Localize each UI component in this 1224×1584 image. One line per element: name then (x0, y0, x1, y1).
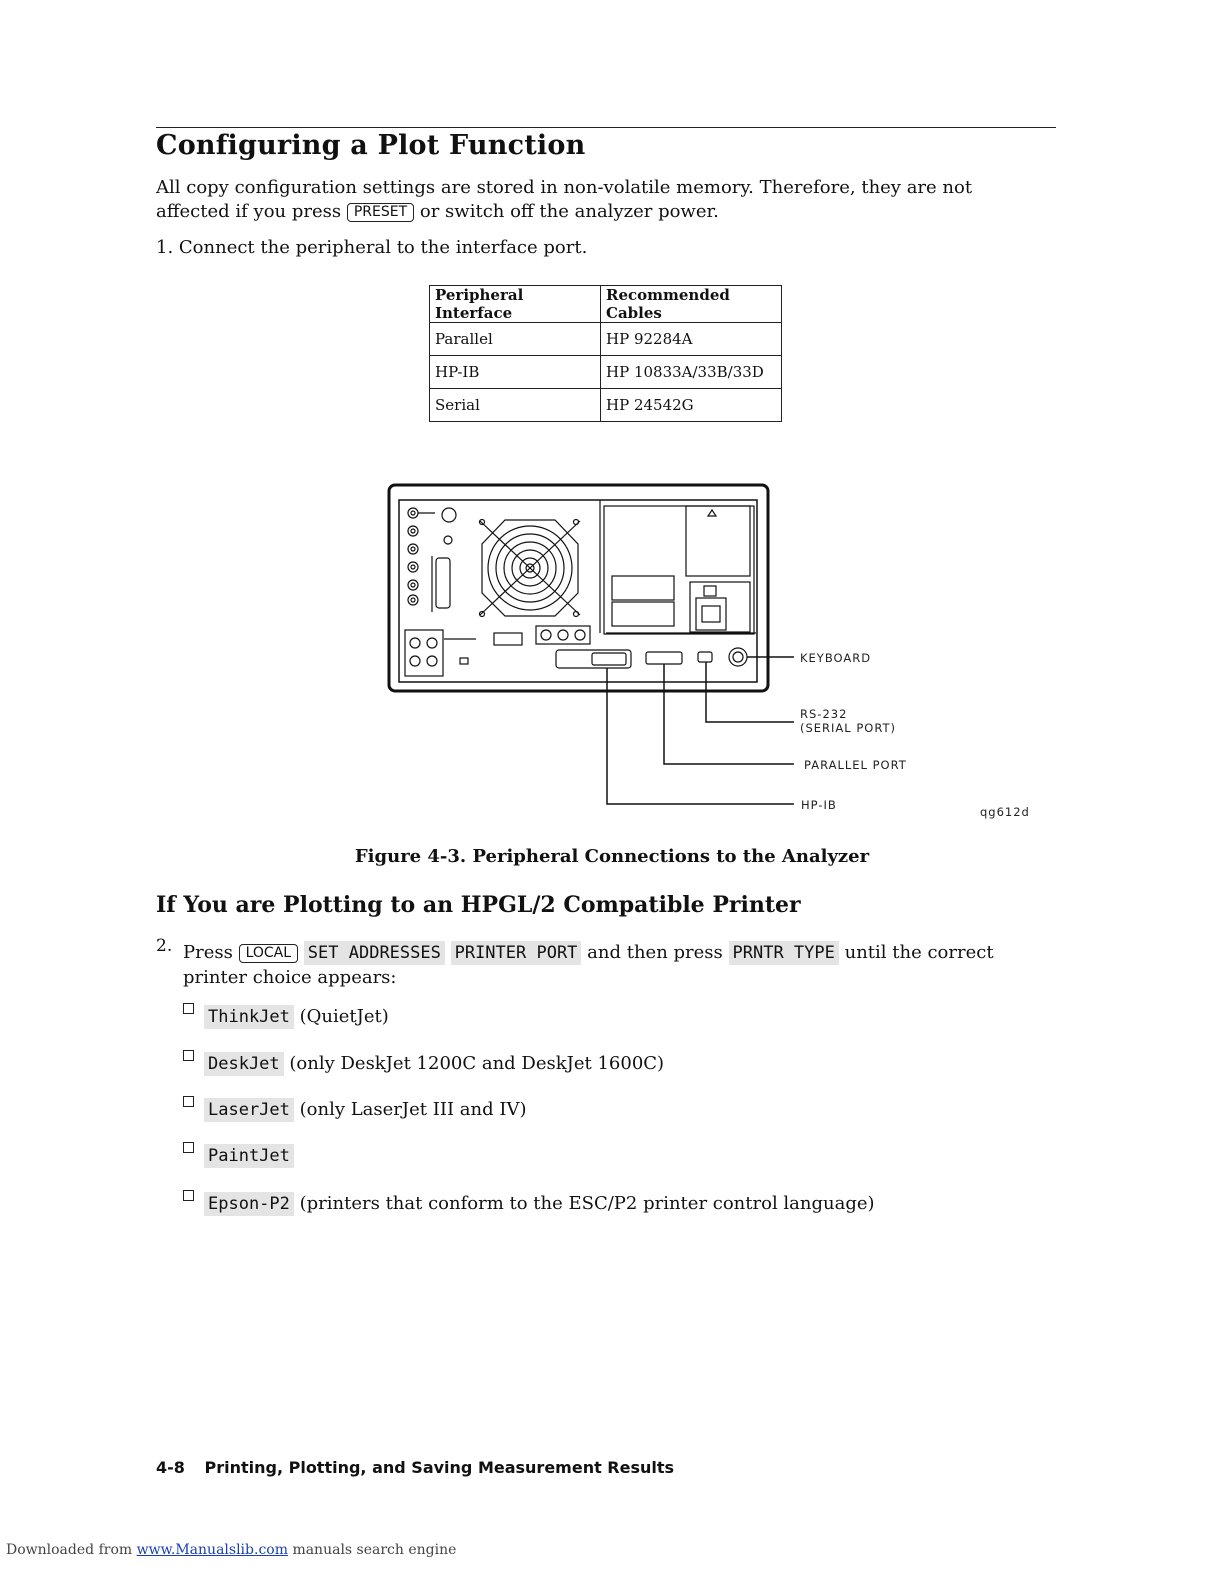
cable-table (429, 285, 782, 422)
printer-port-softkey[interactable]: PRINTER PORT (451, 941, 582, 965)
checkbox-icon (183, 1190, 194, 1201)
checkbox-icon (183, 1050, 194, 1061)
printer-option-softkey[interactable]: DeskJet (204, 1052, 284, 1076)
table-header-row (430, 286, 782, 323)
printer-option-softkey[interactable]: ThinkJet (204, 1005, 294, 1029)
step-text: Press (183, 942, 233, 963)
page-footer (156, 1458, 674, 1477)
fan (480, 520, 581, 617)
bnc-connectors (408, 508, 456, 612)
power-module (600, 500, 756, 634)
prntr-type-softkey[interactable]: PRNTR TYPE (729, 941, 839, 965)
local-key[interactable]: LOCAL (239, 944, 298, 963)
table-cell: HP 24542G (601, 389, 782, 422)
manualslib-link[interactable]: www.Manualslib.com (136, 1542, 288, 1558)
leader-lines (607, 657, 794, 804)
top-rule (156, 127, 1056, 128)
step-text-line-2: printer choice appears: (183, 967, 397, 988)
intro-paragraph (156, 176, 1056, 224)
analyzer-rear-panel-figure (380, 478, 1060, 838)
intro-line-1: All copy configuration settings are stored in non-volatile memory. Therefore, they are not (156, 177, 973, 198)
download-text: Downloaded from (6, 1542, 133, 1558)
keyboard-label: KEYBOARD (800, 651, 872, 665)
page-number: 4-8 (156, 1458, 185, 1477)
rs232-label: RS-232 (800, 707, 848, 721)
step-2-number: 2. (156, 936, 173, 956)
download-notice (6, 1542, 456, 1558)
page-title: Configuring a Plot Function (156, 130, 586, 161)
list-item (183, 1050, 664, 1076)
chapter-title: Printing, Plotting, and Saving Measurement Results (204, 1458, 675, 1477)
intro-text-2: or switch off the analyzer power. (419, 201, 719, 222)
download-text-2: manuals search engine (292, 1542, 457, 1558)
printer-option-note: (printers that conform to the ESC/P2 printer control language) (299, 1193, 875, 1214)
step-text: and then press (587, 942, 723, 963)
printer-option-softkey[interactable]: Epson-P2 (204, 1192, 294, 1216)
table-header: Peripheral Interface (430, 286, 601, 323)
list-item (183, 1003, 389, 1029)
parallel-port-label: PARALLEL PORT (804, 758, 907, 772)
preset-key[interactable]: PRESET (347, 203, 414, 222)
list-item (183, 1190, 875, 1216)
step-1: 1. Connect the peripheral to the interface port. (156, 237, 588, 258)
table-cell: Parallel (430, 323, 601, 356)
intro-text: affected if you press (156, 201, 342, 222)
printer-option-softkey[interactable]: LaserJet (204, 1098, 294, 1122)
step-text: until the correct (844, 942, 994, 963)
hpib-label: HP-IB (801, 798, 837, 812)
printer-option-softkey[interactable]: PaintJet (204, 1144, 294, 1168)
table-cell: HP 10833A/33B/33D (601, 356, 782, 389)
serial-port-label: (SERIAL PORT) (800, 721, 897, 735)
table-cell: HP-IB (430, 356, 601, 389)
intro-line-2 (156, 200, 1056, 224)
table-cell: Serial (430, 389, 601, 422)
figure-caption: Figure 4-3. Peripheral Connections to the Analyzer (354, 846, 870, 867)
set-addresses-softkey[interactable]: SET ADDRESSES (304, 941, 445, 965)
list-item (183, 1142, 294, 1168)
section-title: If You are Plotting to an HPGL/2 Compatible Printer (156, 892, 801, 918)
figure-code: qg612d (980, 805, 1030, 819)
printer-option-note: (only LaserJet III and IV) (299, 1099, 527, 1120)
step-2 (183, 940, 1063, 990)
table-row (430, 323, 782, 356)
list-item (183, 1096, 526, 1122)
checkbox-icon (183, 1003, 194, 1014)
table-cell: HP 92284A (601, 323, 782, 356)
printer-option-note: (QuietJet) (299, 1006, 389, 1027)
table-row (430, 389, 782, 422)
checkbox-icon (183, 1096, 194, 1107)
rear-ports (556, 648, 747, 668)
table-header: Recommended Cables (601, 286, 782, 323)
table-row (430, 356, 782, 389)
printer-option-note: (only DeskJet 1200C and DeskJet 1600C) (289, 1053, 665, 1074)
checkbox-icon (183, 1142, 194, 1153)
